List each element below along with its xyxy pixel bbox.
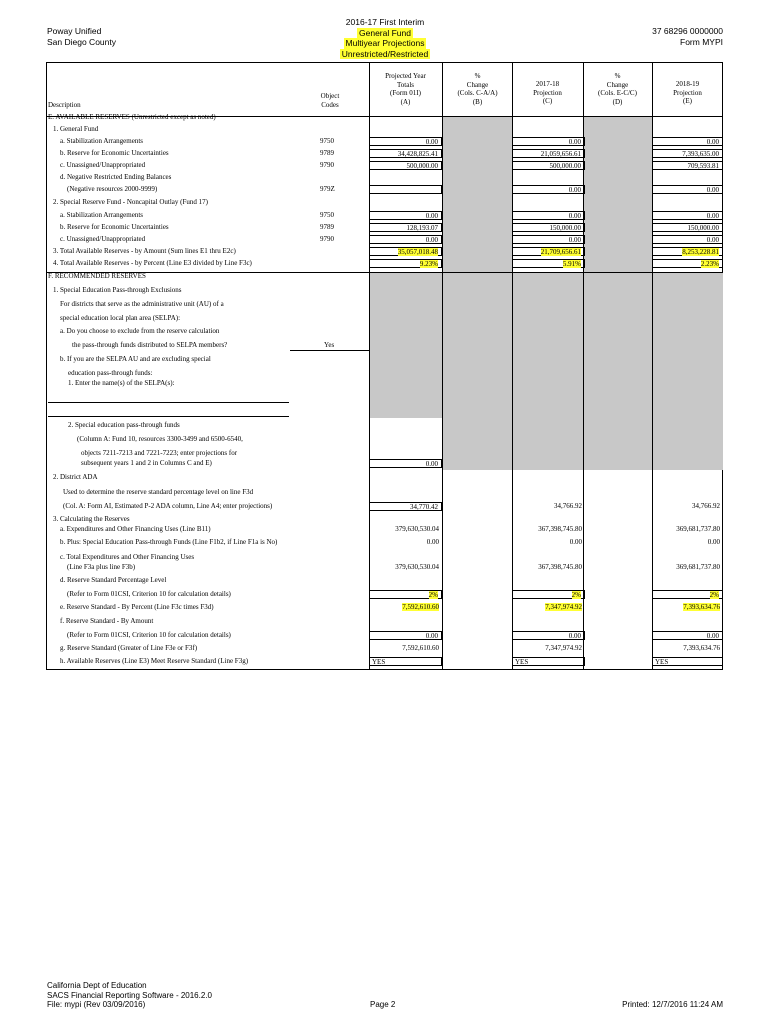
- col-e-header: 2018-19 Projection (E): [673, 80, 702, 105]
- selpa-exclude-answer: Yes: [324, 341, 335, 349]
- table-row: For districts that serve as the administrative unit (AU) of a: [60, 300, 224, 308]
- table-row: E. AVAILABLE RESERVES (Unrestricted except as noted): [48, 113, 216, 121]
- table-row: b. Reserve for Economic Uncertainties 9789 34,428,825.41 21,059,656.61 7,393,635.00: [0, 148, 770, 159]
- form-name: Form MYPI: [680, 36, 723, 47]
- col-object-codes-header: Object Codes: [320, 92, 340, 109]
- report-fund: General Fund: [359, 27, 411, 38]
- table-row: c. Unassigned/Unappropriated 9790 0.00 0.00 0.00: [0, 234, 770, 245]
- table-row: education pass-through funds:: [68, 369, 153, 377]
- printed-label: Printed:: [622, 1000, 650, 1009]
- table-row: (Negative resources 2000-9999) 979Z 0.00 0.00: [0, 184, 770, 195]
- table-row: Used to determine the reserve standard percentage level on line F3d: [63, 488, 254, 496]
- table-row: a. Stabilization Arrangements 9750 0.00 0.00 0.00: [0, 210, 770, 221]
- col-d-header: % Change (Cols. E-C/C) (D): [598, 72, 637, 106]
- table-row: the pass-through funds distributed to SELPA members? Yes: [72, 341, 335, 349]
- table-row: (Line F3a plus line F3b) 379,630,530.04 367,398,745.80 369,681,737.80: [67, 563, 720, 571]
- footer-source: [47, 981, 212, 1010]
- table-row: b. If you are the SELPA AU and are excluding special: [60, 355, 211, 363]
- table-row: (Refer to Form 01CSI, Criterion 10 for calculation details) 0.00 0.00 0.00: [0, 630, 770, 641]
- table-row: c. Total Expenditures and Other Financing Uses: [60, 553, 195, 561]
- table-row: F. RECOMMENDED RESERVES: [48, 272, 146, 280]
- page-number: Page 2: [370, 1000, 396, 1009]
- county-name: San Diego County: [47, 36, 116, 47]
- col-b-header: % Change (Cols. C-A/A) (B): [457, 72, 498, 106]
- table-row: 2. Special Reserve Fund - Noncapital Outlay (Fund 17): [53, 198, 208, 206]
- cds-code: 37 68296 0000000: [652, 26, 723, 36]
- col-c-header: 2017-18 Projection (C): [533, 80, 562, 105]
- table-row: special education local plan area (SELPA):: [60, 314, 181, 322]
- footer-file: File: mypi (Rev 03/09/2016): [47, 1000, 146, 1009]
- table-row: (Col. A: Form AI, Estimated P-2 ADA column, Line A4; enter projections) 34,770.42 34,766.92 34,766.92: [63, 502, 720, 511]
- form-id-block: [652, 26, 723, 47]
- footer-software: SACS Financial Reporting Software - 2016.2.0: [47, 990, 212, 1000]
- table-row: e. Reserve Standard - By Percent (Line F3c times F3d) 7,592,610.60 7,347,974.92 7,393,634.76: [60, 603, 720, 611]
- table-row: 2. District ADA: [53, 473, 98, 481]
- report-restriction: Unrestricted/Restricted: [341, 48, 429, 59]
- district-header: [47, 26, 116, 47]
- report-title: 2016-17 First Interim: [345, 17, 425, 27]
- table-row: 1. Enter the name(s) of the SELPA(s):: [68, 379, 175, 387]
- table-row: 2. Special education pass-through funds: [68, 421, 180, 429]
- selpa-name-line[interactable]: [48, 402, 289, 403]
- table-row: g. Reserve Standard (Greater of Line F3e or F3f) 7,592,610.60 7,347,974.92 7,393,634.76: [60, 644, 720, 652]
- footer-org: California Dept of Education: [47, 981, 147, 990]
- table-row: 3. Total Available Reserves - by Amount (Sum lines E1 thru E2c) 35,057,018.48 21,709,656.61 8,253,228.81: [0, 246, 770, 257]
- col-description-header: Description: [48, 101, 81, 109]
- table-row: 1. Special Education Pass-through Exclusions: [53, 286, 182, 294]
- table-row: f. Reserve Standard - By Amount: [60, 617, 154, 625]
- table-row: b. Reserve for Economic Uncertainties 9789 128,193.07 150,000.00 150,000.00: [0, 222, 770, 233]
- table-row: d. Reserve Standard Percentage Level: [60, 576, 167, 584]
- table-row: 1. General Fund: [53, 125, 99, 133]
- district-name: Poway Unified: [47, 26, 102, 36]
- table-row: b. Plus: Special Education Pass-through Funds (Line F1b2, if Line F1a is No) 0.00 0.00 0.00: [60, 538, 720, 546]
- table-row: (Column A: Fund 10, resources 3300-3499 and 6500-6540,: [77, 435, 243, 443]
- table-row: a. Stabilization Arrangements 9750 0.00 0.00 0.00: [0, 136, 770, 147]
- printed-date: 12/7/2016 11:24 AM: [651, 1000, 723, 1009]
- table-row: d. Negative Restricted Ending Balances: [60, 173, 172, 181]
- printed-stamp: [622, 1000, 723, 1010]
- answer-underline: [290, 350, 369, 351]
- table-row: objects 7211-7213 and 7221-7223; enter projections for: [81, 449, 238, 457]
- table-row: 4. Total Available Reserves - by Percent (Line E3 divided by Line F3c) 9.23% 5.91% 2.23%: [0, 258, 770, 269]
- table-row: a. Do you choose to exclude from the reserve calculation: [60, 327, 220, 335]
- table-row: h. Available Reserves (Line E3) Meet Reserve Standard (Line F3g) YES YES YES: [0, 656, 770, 667]
- table-row: a. Expenditures and Other Financing Uses (Line B11) 379,630,530.04 367,398,745.80 369,681,737.80: [60, 525, 720, 533]
- table-row: c. Unassigned/Unappropriated 9790 500,000.00 500,000.00 709,593.81: [0, 160, 770, 171]
- table-row: (Refer to Form 01CSI, Criterion 10 for calculation details) 2% 2% 2%: [0, 589, 770, 600]
- col-a-header: Projected Year Totals (Form 01I) (A): [385, 72, 426, 106]
- table-row: subsequent years 1 and 2 in Columns C and E) 0.00: [0, 458, 770, 469]
- selpa-name-line[interactable]: [48, 416, 289, 417]
- report-type: Multiyear Projections: [345, 38, 425, 48]
- table-row: 3. Calculating the Reserves: [53, 515, 130, 523]
- report-title-block: [335, 17, 435, 59]
